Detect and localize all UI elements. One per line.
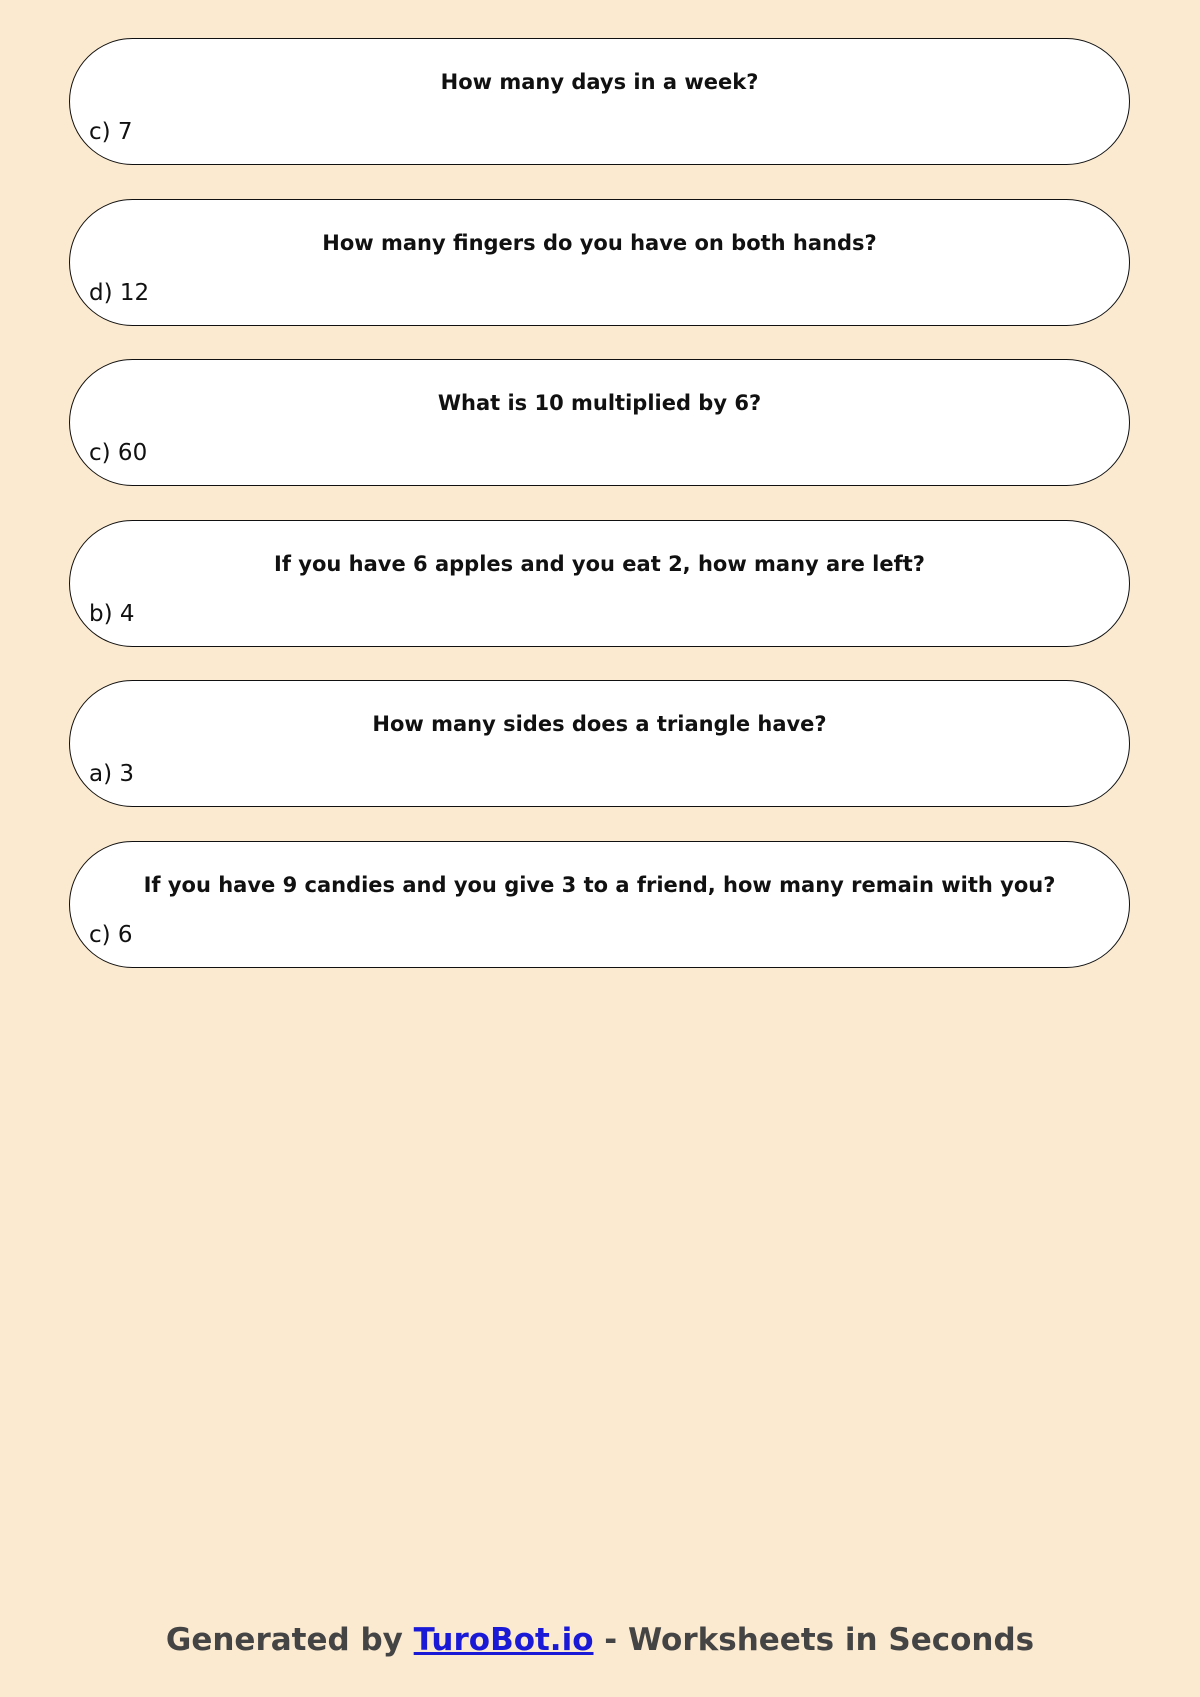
answer-text: a) 3	[89, 761, 135, 787]
answer-text: c) 7	[89, 119, 133, 145]
footer-prefix: Generated by	[165, 1622, 414, 1658]
answer-text: c) 6	[89, 922, 133, 948]
answer-text: d) 12	[89, 280, 150, 306]
footer-suffix: - Worksheets in Seconds	[593, 1622, 1035, 1658]
question-text: How many sides does a triangle have?	[372, 712, 827, 736]
question-card	[69, 38, 1130, 165]
question-card	[69, 359, 1130, 486]
question-card	[69, 199, 1130, 326]
question-text: How many days in a week?	[440, 70, 759, 94]
footer	[0, 1620, 1200, 1660]
question-text: What is 10 multiplied by 6?	[437, 391, 762, 415]
question-text: If you have 6 apples and you eat 2, how many are left?	[274, 552, 925, 576]
turobot-link[interactable]: TuroBot.io	[413, 1622, 594, 1658]
answer-text: c) 60	[89, 440, 148, 466]
question-card	[69, 520, 1130, 647]
question-card	[69, 680, 1130, 807]
question-text: How many fingers do you have on both hands?	[322, 231, 877, 255]
answer-text: b) 4	[89, 601, 135, 627]
question-text: If you have 9 candies and you give 3 to a friend, how many remain with you?	[143, 873, 1056, 897]
question-card	[69, 841, 1130, 968]
